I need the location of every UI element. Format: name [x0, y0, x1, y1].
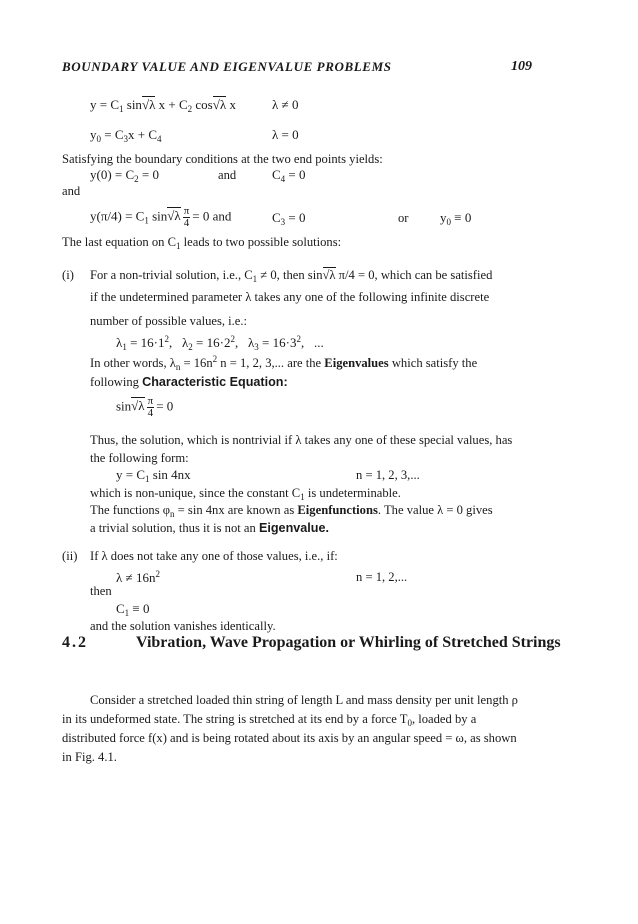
case-ii-marker: (ii) [62, 549, 78, 563]
eigenvalue-term: Eigenvalue. [258, 521, 329, 535]
text-thus-2: the following form: [90, 451, 189, 465]
equation-lambda-values: $\lambda_1 = 16\cdot 1^2$, $\lambda_2 = 16\cdot 2^2$, $\lambda_3 = 16\cdot 3^2$, ... [116, 334, 324, 352]
equation-characteristic: sin√λ $\frac{\pi}{4}$ = 0 [116, 395, 174, 419]
section-number: 4.2 [62, 634, 88, 651]
condition-lambda-nonzero: λ ≠ 0 [272, 97, 299, 112]
running-title: BOUNDARY VALUE AND EIGENVALUE PROBLEMS [62, 59, 392, 74]
text-in-other-words: In other words, $\lambda_n = 16n^2$ n = 1, 2, 3,... are the Eigenvalues which satisfy the [90, 354, 478, 372]
body-line-2: in its undeformed state. The string is stretched at its end by a force $T_0$, loaded by a [62, 712, 477, 728]
text-non-unique: which is non-unique, since the constant $C_1$ is undeterminable. [90, 486, 401, 502]
text-thus-1: Thus, the solution, which is nontrivial if λ takes any one of these special values, has [90, 433, 513, 447]
equation-general-solution: $y = C_1$ sin√λ $x + C_2$ cos√λ x [90, 97, 236, 114]
equation-y0-bc: $y(0) = C_2 = 0$ [90, 167, 160, 184]
text-trivial-solution: a trivial solution, thus it is not an Eigenvalue. [90, 521, 329, 535]
text-satisfying: Satisfying the boundary conditions at the two end points yields: [62, 152, 383, 166]
text-vanishes: and the solution vanishes identically. [90, 619, 276, 633]
case-i-line-2: if the undetermined parameter λ takes any one of the following infinite discrete [90, 290, 490, 304]
text-n-range-ii: n = 1, 2,... [356, 570, 408, 584]
case-i-line-1: For a non-trivial solution, i.e., $C_1 \ne 0$, then sin√λ π/4 = 0, which can be satisfied [90, 268, 493, 284]
text-then: then [90, 584, 112, 598]
condition-lambda-zero: λ = 0 [272, 127, 299, 142]
running-header [62, 59, 532, 75]
section-title: Vibration, Wave Propagation or Whirling of Stretched Strings [136, 634, 561, 651]
body-line-1: Consider a stretched loaded thin string of length L and mass density per unit length ρ [90, 693, 518, 707]
text-and-2: and [62, 184, 81, 198]
equation-c1-zero: $C_1 \equiv 0$ [116, 601, 150, 618]
body-line-3: distributed force f(x) and is being rotated about its axis by an angular speed = ω, as shown [62, 731, 517, 745]
text-eigenfunctions: The functions $\varphi_n = \sin 4nx$ are known as Eigenfunctions. The value λ = 0 gives [90, 503, 493, 519]
equation-c3: $C_3 = 0$ [272, 210, 306, 227]
body-line-4: in Fig. 4.1. [62, 750, 117, 764]
equation-ypi4-bc: $y(\pi/4) = C_1$ sin√λ $\frac{\pi}{4}$ = 0 and [90, 205, 232, 229]
text-last-equation: The last equation on $C_1$ leads to two possible solutions: [62, 235, 342, 251]
equation-y0-identically-zero: $y_0 \equiv 0$ [440, 210, 472, 227]
equation-eigen-solution: $y = C_1$ sin 4nx [116, 467, 191, 484]
equation-lambda-not-16n2: $\lambda \ne 16n^2$ [116, 569, 160, 585]
characteristic-equation-term: Characteristic Equation: [142, 375, 288, 389]
text-or: or [398, 211, 409, 225]
case-ii-line-1: If λ does not take any one of those values, i.e., if: [90, 549, 338, 563]
equation-c4: $C_4 = 0$ [272, 167, 306, 184]
text-n-range-i: n = 1, 2, 3,... [356, 468, 420, 482]
eigenfunctions-term: Eigenfunctions [297, 503, 378, 517]
text-following-characteristic: following Characteristic Equation: [90, 375, 288, 389]
case-i-line-3: number of possible values, i.e.: [90, 314, 248, 328]
eigenvalues-term: Eigenvalues [324, 356, 389, 370]
text-and-1: and [218, 168, 237, 182]
equation-zero-solution: $y_0 = C_3x + C_4$ [90, 127, 162, 144]
page-number: 109 [511, 59, 532, 74]
case-i-marker: (i) [62, 268, 74, 282]
